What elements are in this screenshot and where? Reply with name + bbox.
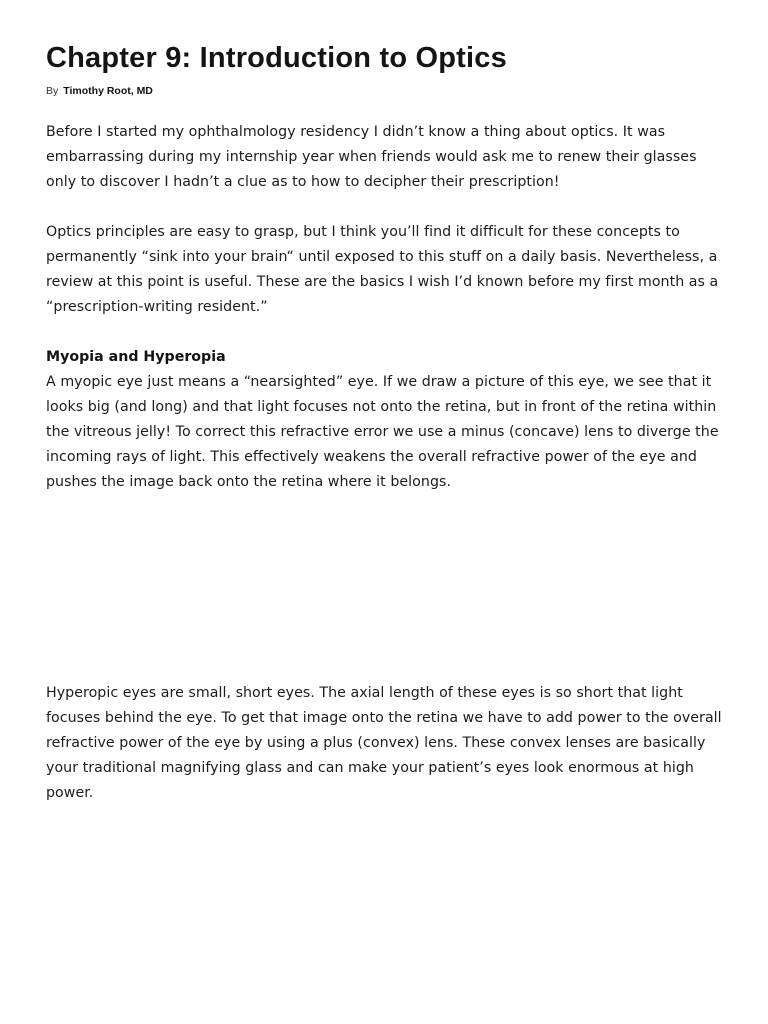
intro-paragraph-1: Before I started my ophthalmology residency I didn’t know a thing about optics. It was embarrassing during my internship year when friends would ask me to renew their glasses only to discover I hadn’t a clue as to how to decipher their prescription! xyxy=(46,124,697,190)
section-heading: Myopia and Hyperopia xyxy=(46,349,226,365)
myopia-paragraph: A myopic eye just means a “nearsighted” eye. If we draw a picture of this eye, we see that it looks big (and long) and that light focuses not onto the retina, but in front of the retina within the vitreous jelly! To correct this refractive error we use a minus (concave) lens to diverge the incoming rays of light. This effectively weakens the overall refractive power of the eye and pushes the image back onto the retina where it belongs. xyxy=(46,374,719,490)
byline-prefix: By xyxy=(46,85,59,97)
intro-paragraph-2: Optics principles are easy to grasp, but I think you’ll find it difficult for these concepts to permanently “sink into your brain“ until exposed to this stuff on a daily basis. Nevertheless, a review at this point is useful. These are the basics I wish I’d known before my first month as a “prescription-writing resident.” xyxy=(46,224,719,315)
hyperopia-paragraph: Hyperopic eyes are small, short eyes. The axial length of these eyes is so short that light focuses behind the eye. To get that image onto the retina we have to add power to the overall refractive power of the eye by using a plus (convex) lens. These convex lenses are basically your traditional magnifying glass and can make your patient’s eyes look enormous at high power. xyxy=(46,685,722,801)
page-title: Chapter 9: Introduction to Optics xyxy=(46,42,507,74)
article xyxy=(46,38,730,806)
byline xyxy=(46,84,730,98)
figure-placeholder xyxy=(46,495,730,681)
author-link[interactable]: Timothy Root, MD xyxy=(63,85,153,97)
